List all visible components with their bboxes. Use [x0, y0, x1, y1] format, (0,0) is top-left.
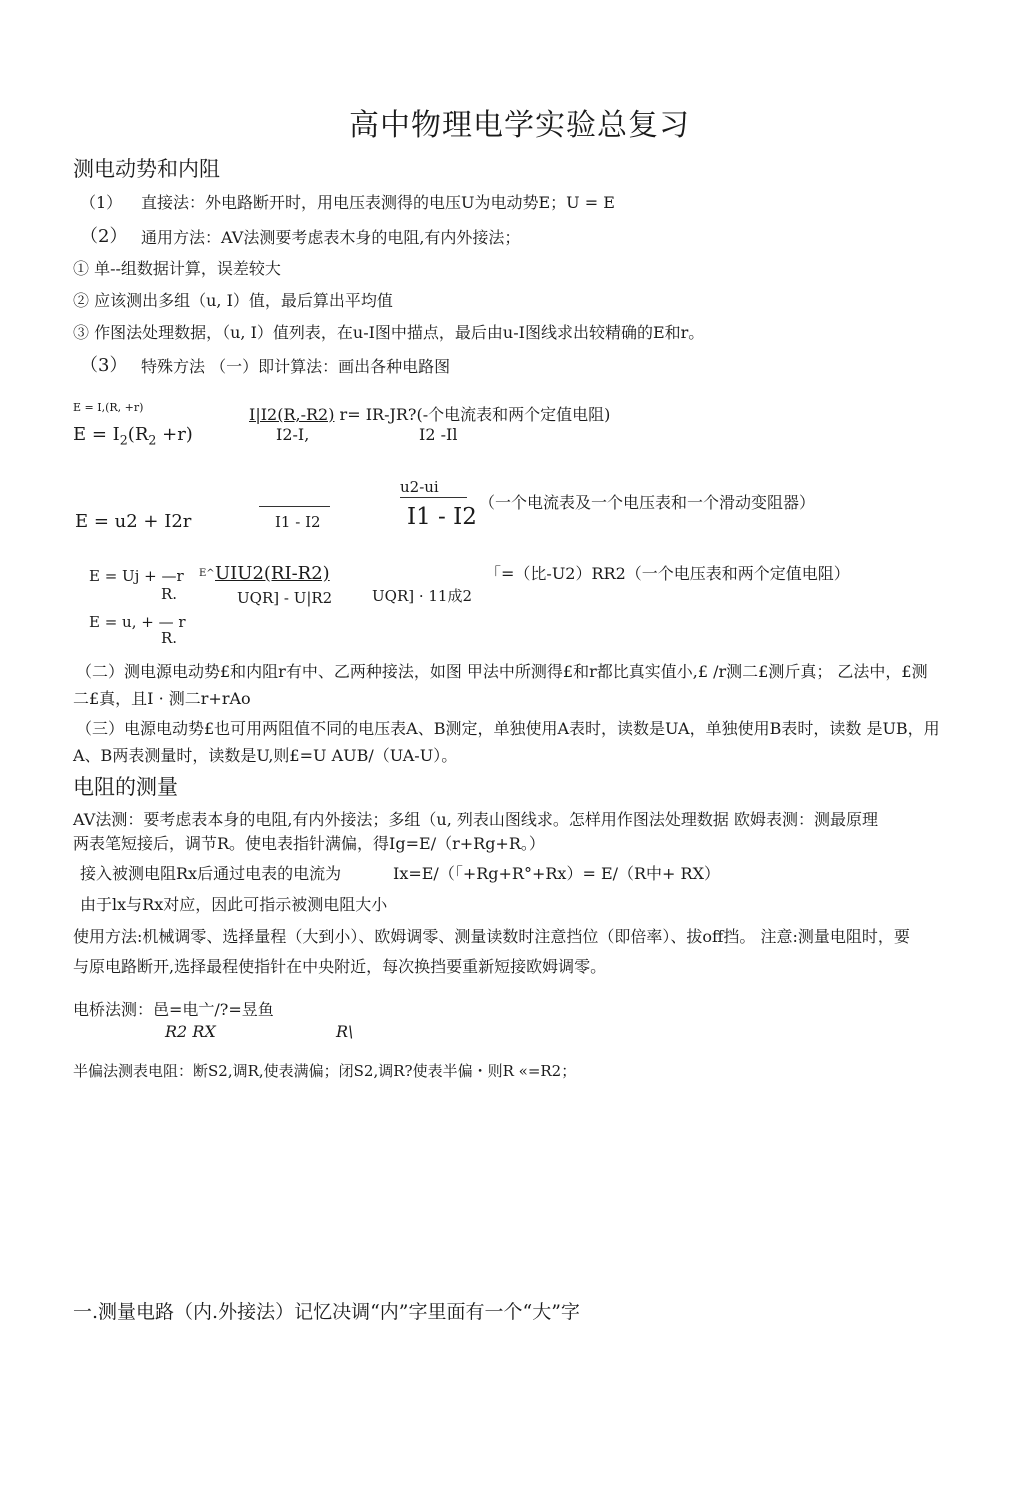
formula: E = Uj + —r — [89, 567, 184, 585]
paragraph: 接入被测电阻Rx后通过电表的电流为 — [80, 864, 342, 883]
fraction-numerator: I|I2(R,-R2) — [249, 405, 335, 424]
formula-part: r= IR-JR?(-个电流表和两个定值电阻) — [334, 405, 611, 424]
formula-part: E = I — [73, 424, 120, 445]
fraction-denominator: R. — [161, 585, 178, 603]
fraction-bar — [259, 506, 330, 507]
section-heading-circuit: 一.测量电路（内.外接法）记忆决调“内”字里面有一个“大”字 — [73, 1301, 580, 1323]
item-number: （1） — [80, 193, 123, 212]
formula-prefix: E^ — [199, 568, 215, 579]
formula-part: (R — [127, 424, 149, 445]
fraction-denominator: I2-I, — [276, 425, 310, 444]
paragraph-half-deflection: 半偏法测表电阻：断S2,调R,使表满偏；闭S2,调R?使表半偏・则R «=R2； — [73, 1062, 577, 1080]
list-item: ② 应该测出多组（u, I）值，最后算出平均值 — [73, 291, 393, 310]
paragraph-bridge: 电桥法测：邑=电亠/?=昱鱼 — [73, 1000, 274, 1019]
formula-sub: 2 — [148, 432, 157, 448]
formula-note: （一个电流表及一个电压表和一个滑动变阻器） — [479, 493, 816, 512]
formula: R\ — [336, 1022, 354, 1041]
formula: Ix=E/（「+Rg+R°+Rx）= E/（R中+ RX） — [393, 864, 720, 883]
fraction-denominator: I2 -Il — [419, 425, 458, 444]
formula — [249, 402, 610, 425]
formula-sub: 2 — [119, 432, 128, 448]
fraction-numerator: UIU2(RI-R2) — [215, 563, 330, 584]
section-heading-emf: 测电动势和内阻 — [73, 157, 220, 181]
paragraph: （三）电源电动势£也可用两阻值不同的电压表A、B测定，单独使用A表时，读数是UA，单独使用B表时，读数 是UB，用 — [76, 719, 940, 738]
paragraph: 由于lx与Rx对应，因此可指示被测电阻大小 — [80, 895, 388, 914]
formula-part: +r) — [156, 424, 193, 445]
fraction-denominator: I1 - I2 — [407, 504, 477, 530]
fraction-denominator: I1 - I2 — [275, 513, 321, 531]
formula: E = u2 + I2r — [75, 511, 192, 532]
list-item: ③ 作图法处理数据，（u, I）值列表，在u-I图中描点，最后由u-I图线求出较精确的E和r。 — [73, 323, 705, 342]
fraction-denominator: UQR] - U|R2 — [237, 589, 333, 607]
fraction-numerator: u2-ui — [400, 478, 439, 496]
formula — [73, 424, 193, 448]
formula: R2 RX — [165, 1022, 216, 1041]
paragraph: 二£真，且I · 测二r+rAo — [73, 689, 251, 708]
formula-note: 「=（比-U2）RR2（一个电压表和两个定值电阻） — [485, 564, 850, 583]
paragraph: 两表笔短接后，调节R。使电表指针满偏，得Ig=E/（r+Rg+R。） — [73, 834, 545, 853]
fraction-denominator: R. — [161, 629, 178, 647]
formula-small: E = I,(R, +r) — [73, 401, 144, 414]
paragraph: （二）测电源电动势£和内阻r有中、乙两种接法，如图 甲法中所测得£和r都比真实值小,£ /r测二£测斤真； 乙法中，£测 — [76, 662, 928, 681]
list-item: ① 单--组数据计算，误差较大 — [73, 259, 281, 278]
paragraph-direct-method: 直接法：外电路断开时，用电压表测得的电压U为电动势E；U = E — [141, 193, 615, 212]
paragraph: AV法测：要考虑表本身的电阻,有内外接法；多组（u, 列表山图线求。怎样用作图法处理数据 欧姆表测：测最原理 — [73, 810, 878, 829]
fraction-bar — [400, 497, 467, 498]
page-title: 高中物理电学实验总复习 — [349, 108, 690, 143]
paragraph: A、B两表测量时，读数是U,则£=U AUB/（UA-U）。 — [73, 746, 458, 765]
paragraph-general-method: 通用方法：AV法测要考虑表木身的电阻,有内外接法； — [141, 228, 521, 247]
paragraph: 与原电路断开,选择最程使指针在中央附近，每次换挡要重新短接欧姆调零。 — [73, 957, 607, 976]
formula: E = u, + — r — [89, 613, 186, 631]
item-number: （3） — [80, 355, 128, 376]
paragraph-special-method: 特殊方法 （一）即计算法：画出各种电路图 — [141, 357, 451, 376]
section-heading-resistance: 电阻的测量 — [73, 775, 178, 799]
paragraph: 使用方法:机械调零、选择量程（大到小）、欧姆调零、测量读数时注意挡位（即倍率）、拔off挡。 注意:测量电阻时，要 — [73, 927, 910, 946]
item-number: （2） — [80, 226, 128, 247]
formula: UQR] · 11成2 — [372, 587, 473, 605]
